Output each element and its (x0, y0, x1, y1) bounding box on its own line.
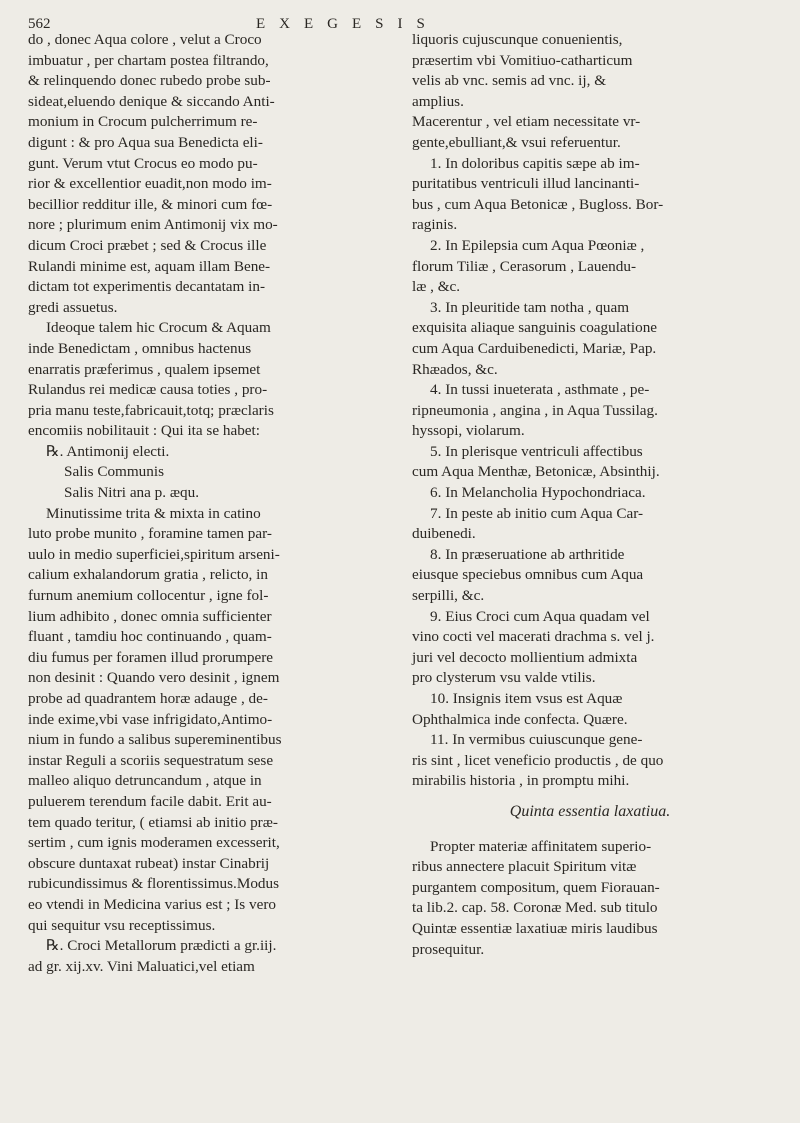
text-line: imbuatur , per chartam postea filtrando, (28, 51, 269, 69)
text-line: cum Aqua Menthæ, Betonicæ, Absinthij. (412, 463, 660, 481)
text-line: bus , cum Aqua Betonicæ , Bugloss. Bor- (412, 195, 664, 213)
text-line: vino cocti vel macerati drachma s. vel j. (412, 628, 655, 646)
text-line: ris sint , licet veneficio productis , de quo (412, 751, 664, 769)
numbered-item: 9. Eius Croci cum Aqua quadam vel (430, 607, 650, 625)
numbered-item: 3. In pleuritide tam notha , quam (430, 298, 630, 316)
text-line: dicum Croci præbet ; sed & Crocus ille (28, 236, 267, 254)
section-heading: Quinta essentia laxatiua. (509, 802, 671, 820)
text-line: lium adhibito , donec omnia sufficienter (28, 607, 272, 625)
text-line: raginis. (412, 216, 458, 234)
text-line: rubicundissimus & florentissimus.Modus (28, 875, 280, 893)
text-line: calium exhalandorum gratia , relicto, in (28, 566, 268, 584)
text-line: fluant , tamdiu hoc continuando , quam- (28, 628, 272, 646)
text-line: ta lib.2. cap. 58. Coronæ Med. sub titulo (412, 899, 658, 917)
text-line: rior & excellentior euadit,non modo im- (28, 175, 272, 193)
text-line: sideat,eluendo denique & siccando Anti- (28, 92, 275, 110)
recipe-line: Salis Communis (64, 463, 165, 481)
text-line: hyssopi, violarum. (412, 422, 525, 440)
text-line: serpilli, &c. (412, 587, 485, 605)
text-line: Rulandi minime est, aquam illam Bene- (28, 257, 271, 275)
numbered-item: 7. In peste ab initio cum Aqua Car- (430, 504, 644, 522)
text-line: pria manu teste,fabricauit,totq; præclaris (28, 401, 274, 419)
text-line: cum Aqua Carduibenedicti, Mariæ, Pap. (412, 339, 657, 357)
text-line: ripneumonia , angina , in Aqua Tussilag. (412, 401, 658, 419)
numbered-item: 5. In plerisque ventriculi affectibus (430, 442, 643, 460)
text-line: puritatibus ventriculi illud lancinanti- (412, 175, 640, 193)
numbered-item: 1. In doloribus capitis sæpe ab im- (430, 154, 640, 172)
text-line: becillior redditur ille, & minori cum fœ- (28, 195, 273, 213)
numbered-item: 2. In Epilepsia cum Aqua Pœoniæ , (430, 236, 645, 254)
text-line: purgantem compositum, quem Fiorauan- (412, 878, 660, 896)
text-line: Ideoque talem hic Crocum & Aquam (46, 319, 271, 337)
text-line: digunt : & pro Aqua sua Benedicta eli- (28, 133, 263, 151)
text-line: florum Tiliæ , Cerasorum , Lauendu- (412, 257, 637, 275)
numbered-item: 6. In Melancholia Hypochondriaca. (430, 484, 646, 502)
text-line: duibenedi. (412, 525, 476, 543)
text-line: nore ; plurimum enim Antimonij vix mo- (28, 216, 278, 234)
numbered-item: 4. In tussi inueterata , asthmate , pe- (430, 381, 650, 399)
text-line: uulo in medio superficiei,spiritum arseni- (28, 545, 280, 563)
running-title: EXEGESIS (256, 16, 439, 32)
text-line: inde exime,vbi vase infrigidato,Antimo- (28, 710, 273, 728)
text-line: Minutissime trita & mixta in catino (46, 504, 261, 522)
text-line: mirabilis historia , in promptu mihi. (412, 772, 630, 790)
text-line: qui sequitur vsu receptissimus. (28, 916, 216, 934)
text-line: Propter materiæ affinitatem superio- (430, 837, 652, 855)
text-line: inde Benedictam , omnibus hactenus (28, 339, 252, 357)
text-line: monium in Crocum pulcherrimum re- (28, 113, 258, 131)
recipe-line: ℞. Antimonij electi. (46, 442, 170, 460)
text-line: gente,ebulliant,& vsui referuentur. (412, 133, 621, 151)
text-line: & relinquendo donec rubedo probe sub- (28, 72, 271, 90)
page-number: 562 (28, 16, 51, 32)
recipe-line: Salis Nitri ana p. æqu. (64, 484, 199, 502)
text-line: ribus annectere placuit Spiritum vitæ (412, 858, 637, 876)
text-line: puluerem terendum facile dabit. Erit au- (28, 792, 272, 810)
numbered-item: 11. In vermibus cuiuscunque gene- (430, 731, 643, 749)
text-line: luto probe munito , foramine tamen par- (28, 525, 272, 543)
text-line: tem quado teritur, ( etiamsi ab initio præ- (28, 813, 278, 831)
recipe-line: ℞. Croci Metallorum prædicti a gr.iij. (46, 937, 277, 955)
text-line: enarratis præferimus , qualem ipsemet (28, 360, 261, 378)
text-line: diu fumus per foramen illud prorumpere (28, 648, 274, 666)
text-line: læ , &c. (412, 278, 461, 296)
text-line: obscure duntaxat rubeat) instar Cinabrij (28, 854, 270, 872)
text-line: encomiis nobilitauit : Qui ita se habet: (28, 422, 260, 440)
text-line: liquoris cujuscunque conuenientis, (412, 31, 623, 48)
text-line: do , donec Aqua colore , velut a Croco (28, 31, 262, 48)
text-line: gunt. Verum vtut Crocus eo modo pu- (28, 154, 258, 172)
text-line: dictam tot experimentis decantatam in- (28, 278, 266, 296)
text-line: amplius. (412, 92, 464, 110)
text-line: juri vel decocto mollientium admixta (412, 648, 638, 666)
text-line: præsertim vbi Vomitiuo-catharticum (412, 51, 633, 69)
text-line: instar Reguli a scoriis sequestratum sese (28, 751, 274, 769)
text-line: prosequitur. (412, 940, 485, 958)
text-line: sertim , cum ignis moderamen excesserit, (28, 834, 280, 852)
numbered-item: 10. Insignis item vsus est Aquæ (430, 690, 623, 707)
text-line: ad gr. xij.xv. Vini Maluatici,vel etiam (28, 957, 255, 975)
text-line: velis ab vnc. semis ad vnc. ij, & (412, 72, 607, 90)
text-line: Ophthalmica inde confecta. Quære. (412, 710, 628, 728)
text-line: pro clysterum vsu valde vtilis. (412, 669, 596, 687)
left-column (28, 30, 382, 977)
text-line: Rhæados, &c. (412, 360, 498, 378)
text-line: malleo aliquo detruncandum , atque in (28, 772, 262, 790)
text-line: gredi assuetus. (28, 298, 118, 316)
text-line: Macerentur , vel etiam necessitate vr- (412, 113, 641, 131)
right-column (412, 30, 768, 960)
text-line: eiusque speciebus omnibus cum Aqua (412, 566, 644, 584)
text-line: exquisita aliaque sanguinis coagulatione (412, 319, 658, 337)
numbered-item: 8. In præseruatione ab arthritide (430, 545, 625, 563)
text-line: nium in fundo a salibus supereminentibus (28, 731, 282, 749)
text-line: Quintæ essentiæ laxatiuæ miris laudibus (412, 919, 658, 937)
text-line: probe ad quadrantem horæ adauge , de- (28, 690, 268, 707)
text-line: eo vtendi in Medicina varius est ; Is vero (28, 895, 276, 913)
text-line: furnum anemium collocentur , igne fol- (28, 587, 269, 605)
text-line: Rulandus rei medicæ causa toties , pro- (28, 381, 268, 399)
text-line: non desinit : Quando vero desinit , ignem (28, 669, 280, 687)
